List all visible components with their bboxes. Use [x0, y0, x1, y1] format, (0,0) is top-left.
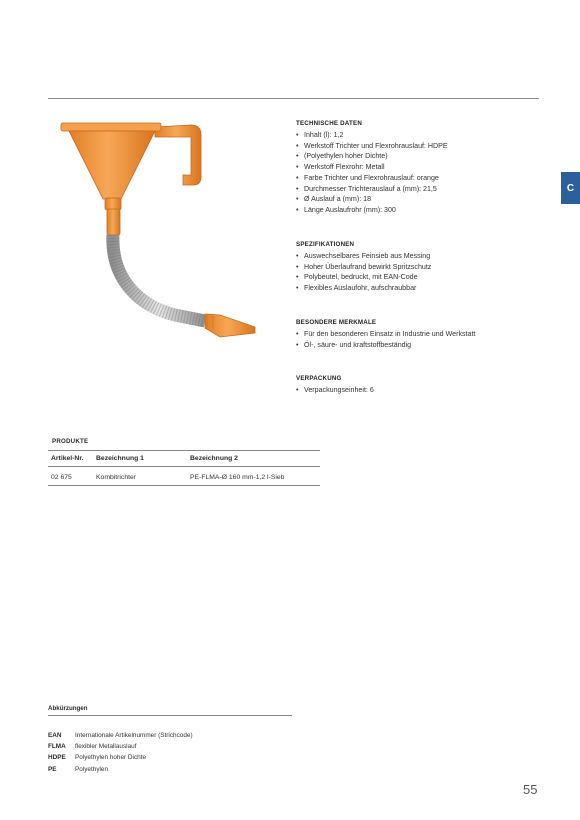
- list-item: [48, 730, 292, 741]
- products-section: [48, 438, 320, 486]
- abbr-key: FLMA: [48, 743, 66, 751]
- cell-name2: PE-FLMA-Ø 160 mm-1,2 l-Sieb: [187, 467, 320, 486]
- spec-features: [296, 319, 546, 350]
- abbreviations-section: [48, 705, 292, 775]
- spec-technical: [296, 120, 546, 216]
- list-item: • Auswechselbares Feinsieb aus Messing: [296, 251, 546, 262]
- section-tab[interactable]: [561, 172, 580, 204]
- spec-heading: VERPACKUNG: [296, 375, 342, 382]
- list-item: • Durchmesser Trichterauslauf a (mm): 21,5: [296, 184, 546, 195]
- list-item: [48, 764, 292, 775]
- list-item: • Inhalt (l): 1,2: [296, 130, 546, 141]
- list-item: • Öl-, säure- und kraftstoffbeständig: [296, 340, 546, 351]
- list-item: • Polybeutel, bedruckt, mit EAN-Code: [296, 272, 546, 283]
- abbr-value: flexibler Metallauslauf: [75, 743, 137, 751]
- top-rule: [48, 98, 539, 99]
- list-item: • Farbe Trichter und Flexrohrauslauf: orange: [296, 173, 546, 184]
- abbr-key: HDPE: [48, 754, 66, 762]
- list-item: • Werkstoff Flexrohr: Metall: [296, 162, 546, 173]
- spec-list: [296, 329, 546, 350]
- cell-article: 02 675: [48, 467, 93, 486]
- spec-packaging: [296, 375, 546, 396]
- list-item: • Für den besonderen Einsatz in Industrie und Werkstatt: [296, 329, 546, 340]
- spec-list: [296, 130, 546, 216]
- products-table: [48, 450, 320, 486]
- spec-heading: TECHNISCHE DATEN: [296, 120, 362, 127]
- abbr-value: Polyethylen hoher Dichte: [75, 754, 147, 762]
- spec-heading: SPEZIFIKATIONEN: [296, 241, 355, 248]
- list-item: • Länge Auslaufrohr (mm): 300: [296, 205, 546, 216]
- list-item: • (Polyethylen hoher Dichte): [296, 151, 546, 162]
- list-item: • Werkstoff Trichter und Flexrohrauslauf: HDPE: [296, 141, 546, 152]
- list-item: • Hoher Überlaufrand bewirkt Spritzschutz: [296, 262, 546, 273]
- list-item: [48, 741, 292, 752]
- cell-name1: Kombitrichter: [93, 467, 187, 486]
- spec-specifications: [296, 241, 546, 294]
- abbr-value: Polyethylen: [75, 765, 109, 773]
- list-item: • Verpackungseinheit: 6: [296, 385, 546, 396]
- column-header-name2: Bezeichnung 2: [187, 451, 320, 467]
- table-header-row: [48, 451, 320, 467]
- abbreviations-heading: Abkürzungen: [48, 705, 292, 716]
- list-item: • Flexibles Auslaufohr, aufschraubbar: [296, 283, 546, 294]
- column-header-article: Artikel-Nr.: [48, 451, 93, 467]
- products-heading: PRODUKTE: [52, 438, 89, 445]
- spec-list: [296, 385, 546, 396]
- spec-list: [296, 251, 546, 294]
- spec-heading: BESONDERE MERKMALE: [296, 319, 377, 326]
- abbr-key: EAN: [48, 732, 62, 739]
- abbr-value: Internationale Artikelnummer (Strichcode): [75, 732, 193, 739]
- funnel-product-image: [55, 115, 270, 350]
- list-item: [48, 752, 292, 763]
- abbr-key: PE: [48, 765, 57, 773]
- section-tab-label: C: [566, 182, 575, 194]
- table-row[interactable]: [48, 467, 320, 486]
- list-item: • Ø Auslauf a (mm): 18: [296, 194, 546, 205]
- page-number: 55: [523, 782, 538, 797]
- column-header-name1: Bezeichnung 1: [93, 451, 187, 467]
